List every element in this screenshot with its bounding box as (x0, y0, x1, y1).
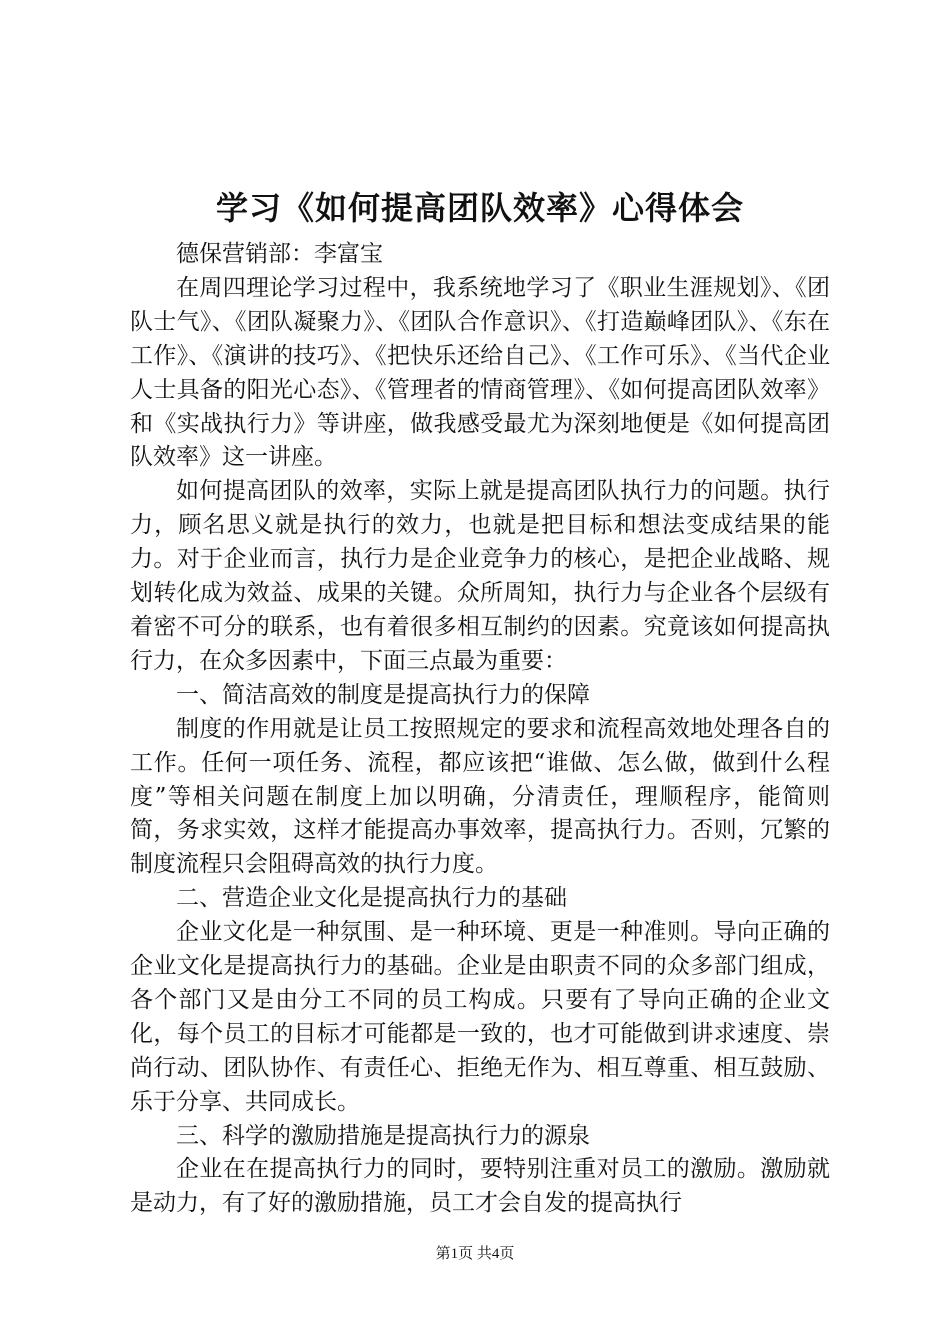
document-body (130, 238, 830, 1221)
paragraph-execution: 如何提高团队的效率，实际上就是提高团队执行力的问题。执行力，顾名思义就是执行的效力，也就是把目标和想法变成结果的能力。对于企业而言，执行力是企业竞争力的核心，是把企业战略、规划转化成为效益、成果的关键。众所周知，执行力与企业各个层级有着密不可分的联系，也有着很多相互制约的因素。究竟该如何提高执行力，在众多因素中，下面三点最为重要： (130, 478, 830, 674)
heading-section-1: 一、简洁高效的制度是提高执行力的保障 (176, 681, 590, 708)
paragraph-section-1: 制度的作用就是让员工按照规定的要求和流程高效地处理各自的工作。任何一项任务、流程，都应该把“谁做、怎么做，做到什么程度”等相关问题在制度上加以明确，分清责任，理顺程序，能简则简，务求实效，这样才能提高办事效率，提高执行力。否则，冗繁的制度流程只会阻碍高效的执行力度。 (130, 715, 830, 878)
document-title: 学习《如何提高团队效率》心得体会 (215, 189, 744, 227)
page-footer: 第1页 共4页 (435, 1246, 515, 1262)
heading-section-3: 三、科学的激励措施是提高执行力的源泉 (176, 1122, 590, 1149)
paragraph-section-2: 企业文化是一种氛围、是一种环境、更是一种准则。导向正确的企业文化是提高执行力的基础。企业是由职责不同的众多部门组成，各个部门又是由分工不同的员工构成。只要有了导向正确的企业文化，每个员工的目标才可能都是一致的，也才可能做到讲求速度、崇尚行动、团队协作、有责任心、拒绝无作为、相互尊重、相互鼓励、乐于分享、共同成长。 (130, 919, 830, 1115)
paragraph-intro: 在周四理论学习过程中，我系统地学习了《职业生涯规划》、《团队士气》、《团队凝聚力》、《团队合作意识》、《打造巅峰团队》、《东在工作》、《演讲的技巧》、《把快乐还给自己》、《工作可乐》、《当代企业人士具备的阳光心态》、《管理者的情商管理》、《如何提高团队效率》和《实战执行力》等讲座，做我感受最尤为深刻地便是《如何提高团队效率》这一讲座。 (130, 274, 830, 471)
heading-section-2: 二、营造企业文化是提高执行力的基础 (176, 885, 567, 912)
paragraph-section-3: 企业在在提高执行力的同时，要特别注重对员工的激励。激励就是动力，有了好的激励措施，员工才会自发的提高执行 (130, 1156, 830, 1217)
author-line: 德保营销部：李富宝 (176, 241, 383, 267)
